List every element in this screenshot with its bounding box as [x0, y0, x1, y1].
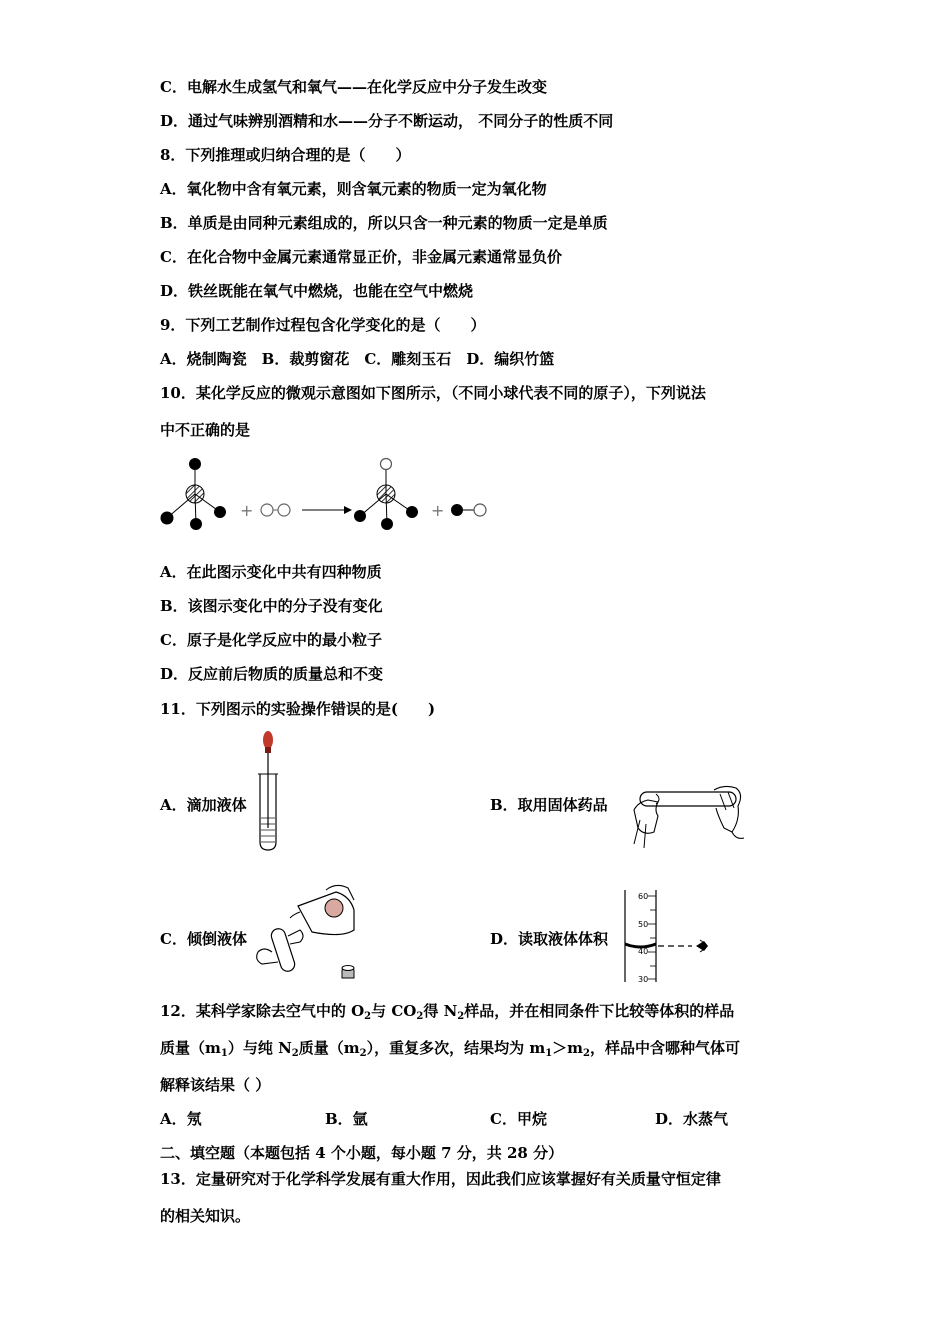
tick-label: 60: [638, 892, 649, 901]
q8-stem: 8．下列推理或归纳合理的是（ ）: [160, 146, 411, 164]
section-heading: 二、填空题（本题包括 4 个小题，每小题 7 分，共 28 分）: [160, 1144, 564, 1162]
tick-label: 40: [638, 947, 649, 956]
plus-sign: +: [431, 501, 445, 520]
q7-option-d: D．通过气味辨别酒精和水——分子不断运动， 不同分子的性质不同: [160, 112, 614, 130]
reactant-molecule: [161, 458, 227, 530]
reactant-molecule-pair: [261, 504, 290, 516]
q12-option-d: D．水蒸气: [655, 1110, 729, 1128]
q9-options: A．烧制陶瓷 B．裁剪窗花 C．雕刻玉石 D．编织竹篮: [160, 350, 555, 368]
q8-option-b: B．单质是由同种元素组成的，所以只含一种元素的物质一定是单质: [160, 214, 608, 232]
q11-option-a: A．滴加液体: [160, 796, 247, 814]
q12-stem-line2: 质量$(m_1)$与纯 $N_2$质量$(m_2)$，重复多次，结果均为 $m_1>m_2$，样品中含哪种气体可: [160, 1039, 741, 1059]
q8-option-d: D．铁丝既能在氧气中燃烧，也能在空气中燃烧: [160, 282, 474, 300]
q10-option-a: A．在此图示变化中共有四种物质: [160, 563, 382, 581]
tick-label: 30: [638, 975, 649, 984]
q11-option-b: B．取用固体药品: [490, 796, 608, 814]
q12-option-c: C．甲烷: [490, 1110, 547, 1128]
q10-stem-line2: 中不正确的是: [160, 421, 251, 439]
q11-option-c: C．倾倒液体: [160, 930, 247, 948]
product-molecule: [354, 459, 418, 531]
q8-option-c: C．在化合物中金属元素通常显正价，非金属元素通常显负价: [160, 248, 562, 266]
q13-stem-line2: 的相关知识。: [160, 1207, 251, 1225]
q11-option-d: D．读取液体体积: [490, 930, 609, 948]
q12-stem-line3: 解释该结果（ ）: [160, 1076, 271, 1094]
reaction-arrow: [302, 506, 352, 514]
q9-stem: 9．下列工艺制作过程包含化学变化的是（ ）: [160, 316, 486, 334]
q10-stem-line1: 10．某化学反应的微观示意图如下图所示，（不同小球代表不同的原子），下列说法: [160, 384, 706, 402]
q8-option-a: A．氧化物中含有氧元素，则含氧元素的物质一定为氧化物: [160, 180, 547, 198]
q12-option-a: A．氖: [160, 1110, 202, 1128]
q12-option-b: B．氩: [325, 1110, 368, 1128]
hands-holding-tube-illustration: [628, 780, 748, 855]
tick-label: 50: [638, 920, 649, 929]
q12-stem-line1: 12．某科学家除去空气中的 $O_2$与 $CO_2$得 $N_2$样品，并在相同条件下比较等体积的样品: [160, 1002, 735, 1022]
q10-option-d: D．反应前后物质的质量总和不变: [160, 665, 384, 683]
q7-option-c: C．电解水生成氢气和氧气——在化学反应中分子发生改变: [160, 78, 547, 96]
plus-sign: +: [240, 501, 254, 520]
q11-stem: 11．下列图示的实验操作错误的是( ): [160, 700, 436, 718]
q10-option-b: B．该图示变化中的分子没有变化: [160, 597, 383, 615]
q10-option-c: C．原子是化学反应中的最小粒子: [160, 631, 382, 649]
pouring-liquid-illustration: [250, 882, 365, 987]
q13-stem-line1: 13．定量研究对于化学科学发展有重大作用，因此我们应该掌握好有关质量守恒定律: [160, 1170, 721, 1188]
graduated-cylinder-illustration: [620, 890, 720, 985]
product-molecule-pair: [451, 504, 486, 516]
q10-reaction-diagram: [150, 450, 500, 535]
eye-icon: [696, 941, 708, 951]
dropper-test-tube-illustration: [255, 728, 285, 856]
